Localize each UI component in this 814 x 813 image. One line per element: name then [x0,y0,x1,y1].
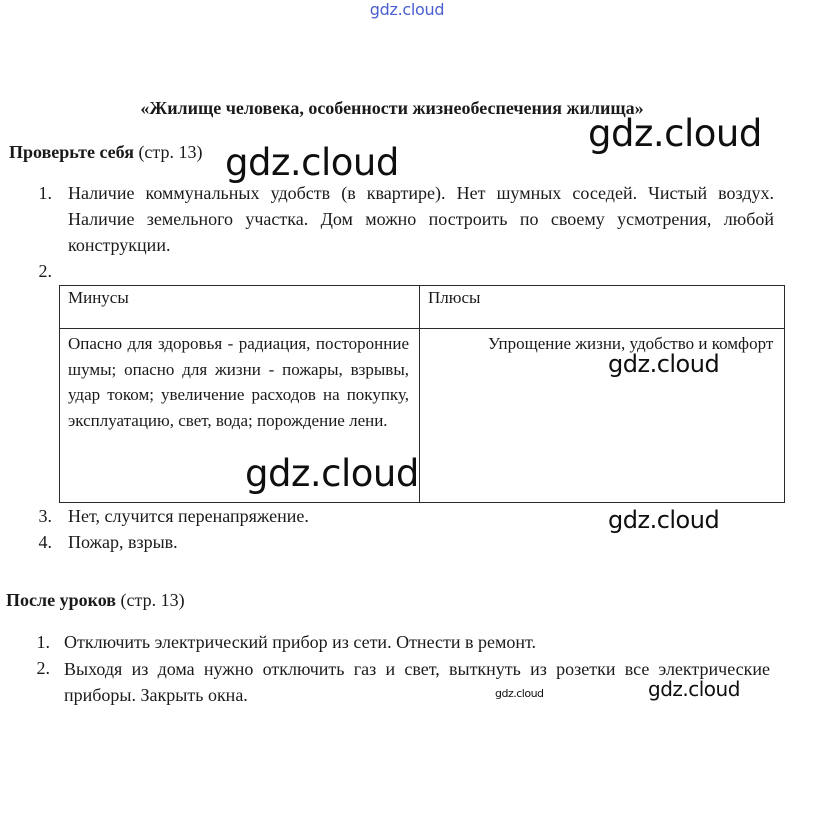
list-item-text: Нет, случится перенапряжение. [68,506,309,526]
watermark-small: gdz.cloud [495,687,544,700]
list-number: 4. [38,532,52,552]
page-reference: (стр. 13) [120,590,185,610]
table-header-row [60,286,785,329]
list-item-text: Наличие коммунальных удобств (в квартире). Нет шумных соседей. Чистый воздух. Наличие земельного участка. Дом можно построить по своему усмотрения, любой конструкции. [68,183,774,255]
list-item-text: Выходя из дома нужно отключить газ и свет, выткнуть из розетки все электрические приборы. Закрыть окна. [64,659,770,705]
document-title: «Жилище человека, особенности жизнеобеспечения жилища» [140,98,644,118]
watermark-large: gdz.cloud [588,112,762,155]
list-number: 3. [38,506,52,526]
watermark-large: gdz.cloud [245,452,419,495]
pros-cons-table [59,285,785,503]
table-header-plus: Плюсы [420,286,785,329]
list-number: 1. [38,183,52,203]
minus-text: Опасно для здоровья - радиация, посторонние шумы; опасно для жизни - пожары, взрывы, удар током; увеличение расходов на покупку, эксплуатацию, свет, вода; порождение лени. [68,334,409,430]
table-header-minus: Минусы [60,286,420,329]
list-number: 2. [36,658,50,678]
plus-text: Упрощение жизни, удобство и комфорт [488,334,774,353]
list-item-text: Пожар, взрыв. [68,532,178,552]
section-heading-label: Проверьте себя [9,142,134,162]
watermark-top: gdz.cloud [369,0,445,19]
section-heading-check [9,142,203,163]
table-cell-plus [420,329,785,503]
section-heading-after [6,590,185,611]
list-item-text: Отключить электрический прибор из сети. Отнести в ремонт. [64,632,537,652]
watermark-medium: gdz.cloud [608,506,720,534]
list-number: 2. [38,261,52,281]
watermark-medium: gdz.cloud [648,677,740,701]
section-heading-label: После уроков [6,590,116,610]
watermark-medium: gdz.cloud [608,350,720,378]
watermark-large: gdz.cloud [225,141,399,184]
list-number: 1. [36,632,50,652]
page-reference: (стр. 13) [138,142,203,162]
